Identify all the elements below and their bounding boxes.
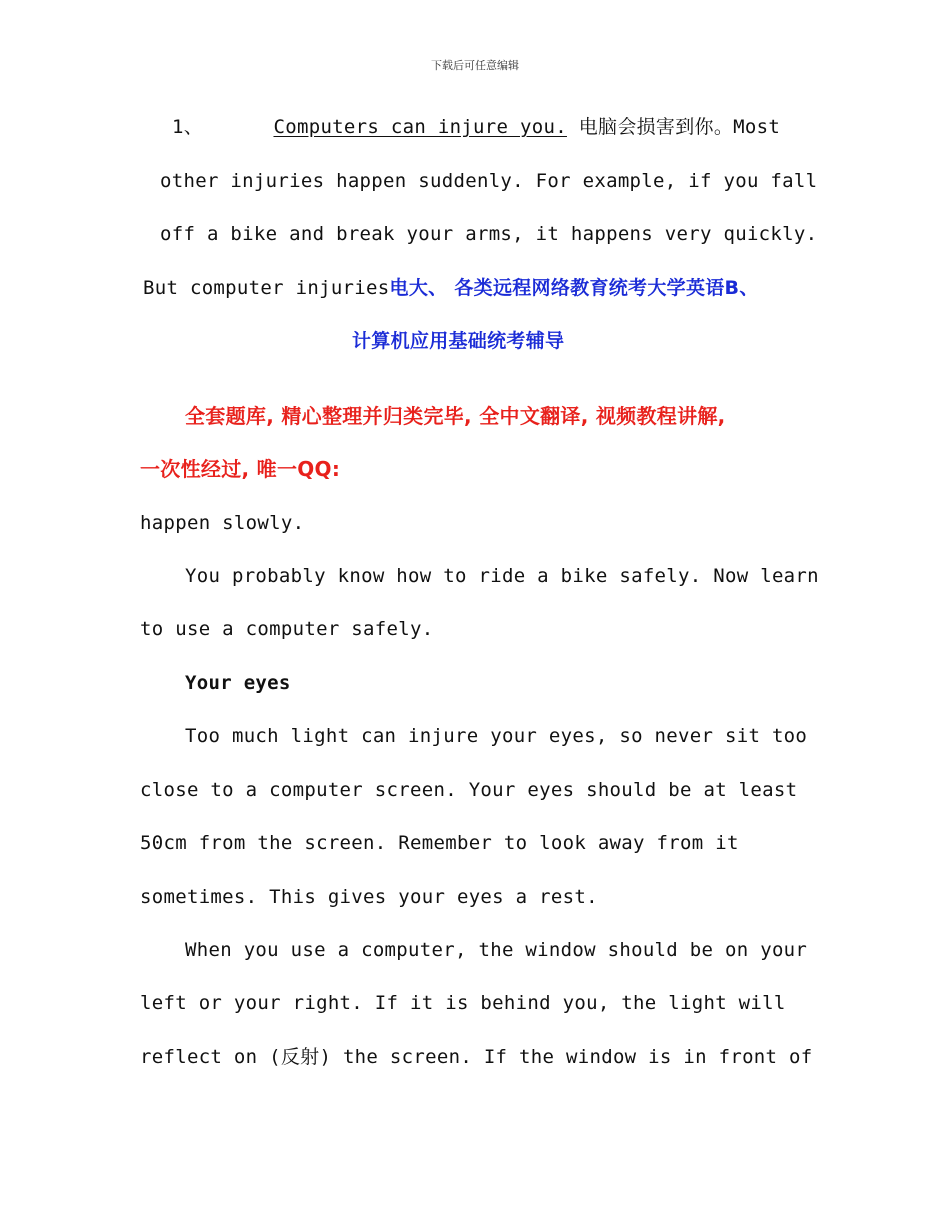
- page-header: 下载后可任意编辑: [431, 59, 519, 72]
- body-line: 50cm from the screen. Remember to look away from it: [140, 832, 739, 854]
- body-line: sometimes. This gives your eyes a rest.: [140, 886, 598, 908]
- item-title: Computers can injure you.: [273, 116, 567, 138]
- promo-blue-text: 计算机应用基础统考辅导: [352, 330, 565, 352]
- line4-start: But computer injuries: [143, 277, 390, 299]
- body-line: You probably know how to ride a bike safely. Now learn: [185, 565, 819, 587]
- body-line: When you use a computer, the window should be on your: [185, 939, 808, 961]
- item-cn-title: 电脑会损害到你。: [578, 116, 734, 138]
- section-heading: Your eyes: [185, 672, 291, 694]
- item-line1-tail: Most: [733, 116, 781, 138]
- body-line: to use a computer safely.: [140, 618, 434, 640]
- promo-red-text: 全套题库, 精心整理并归类完毕, 全中文翻译, 视频教程讲解,: [185, 404, 726, 428]
- body-line: other injuries happen suddenly. For example, if you fall: [160, 170, 818, 192]
- promo-blue-text: 电大、 各类远程网络教育统考大学英语B、: [389, 277, 759, 299]
- item-title-line: [172, 114, 780, 140]
- body-line: reflect on (反射) the screen. If the window is in front of: [140, 1046, 813, 1068]
- body-line-with-promo: [143, 275, 759, 301]
- body-line: happen slowly.: [140, 512, 305, 534]
- promo-red-text: 一次性经过, 唯一QQ:: [140, 457, 341, 481]
- body-line: off a bike and break your arms, it happens very quickly.: [160, 223, 818, 245]
- body-line: left or your right. If it is behind you, the light will: [140, 992, 786, 1014]
- item-number: 1、: [172, 116, 204, 138]
- body-line: Too much light can injure your eyes, so never sit too: [185, 725, 808, 747]
- body-line: close to a computer screen. Your eyes should be at least: [140, 779, 798, 801]
